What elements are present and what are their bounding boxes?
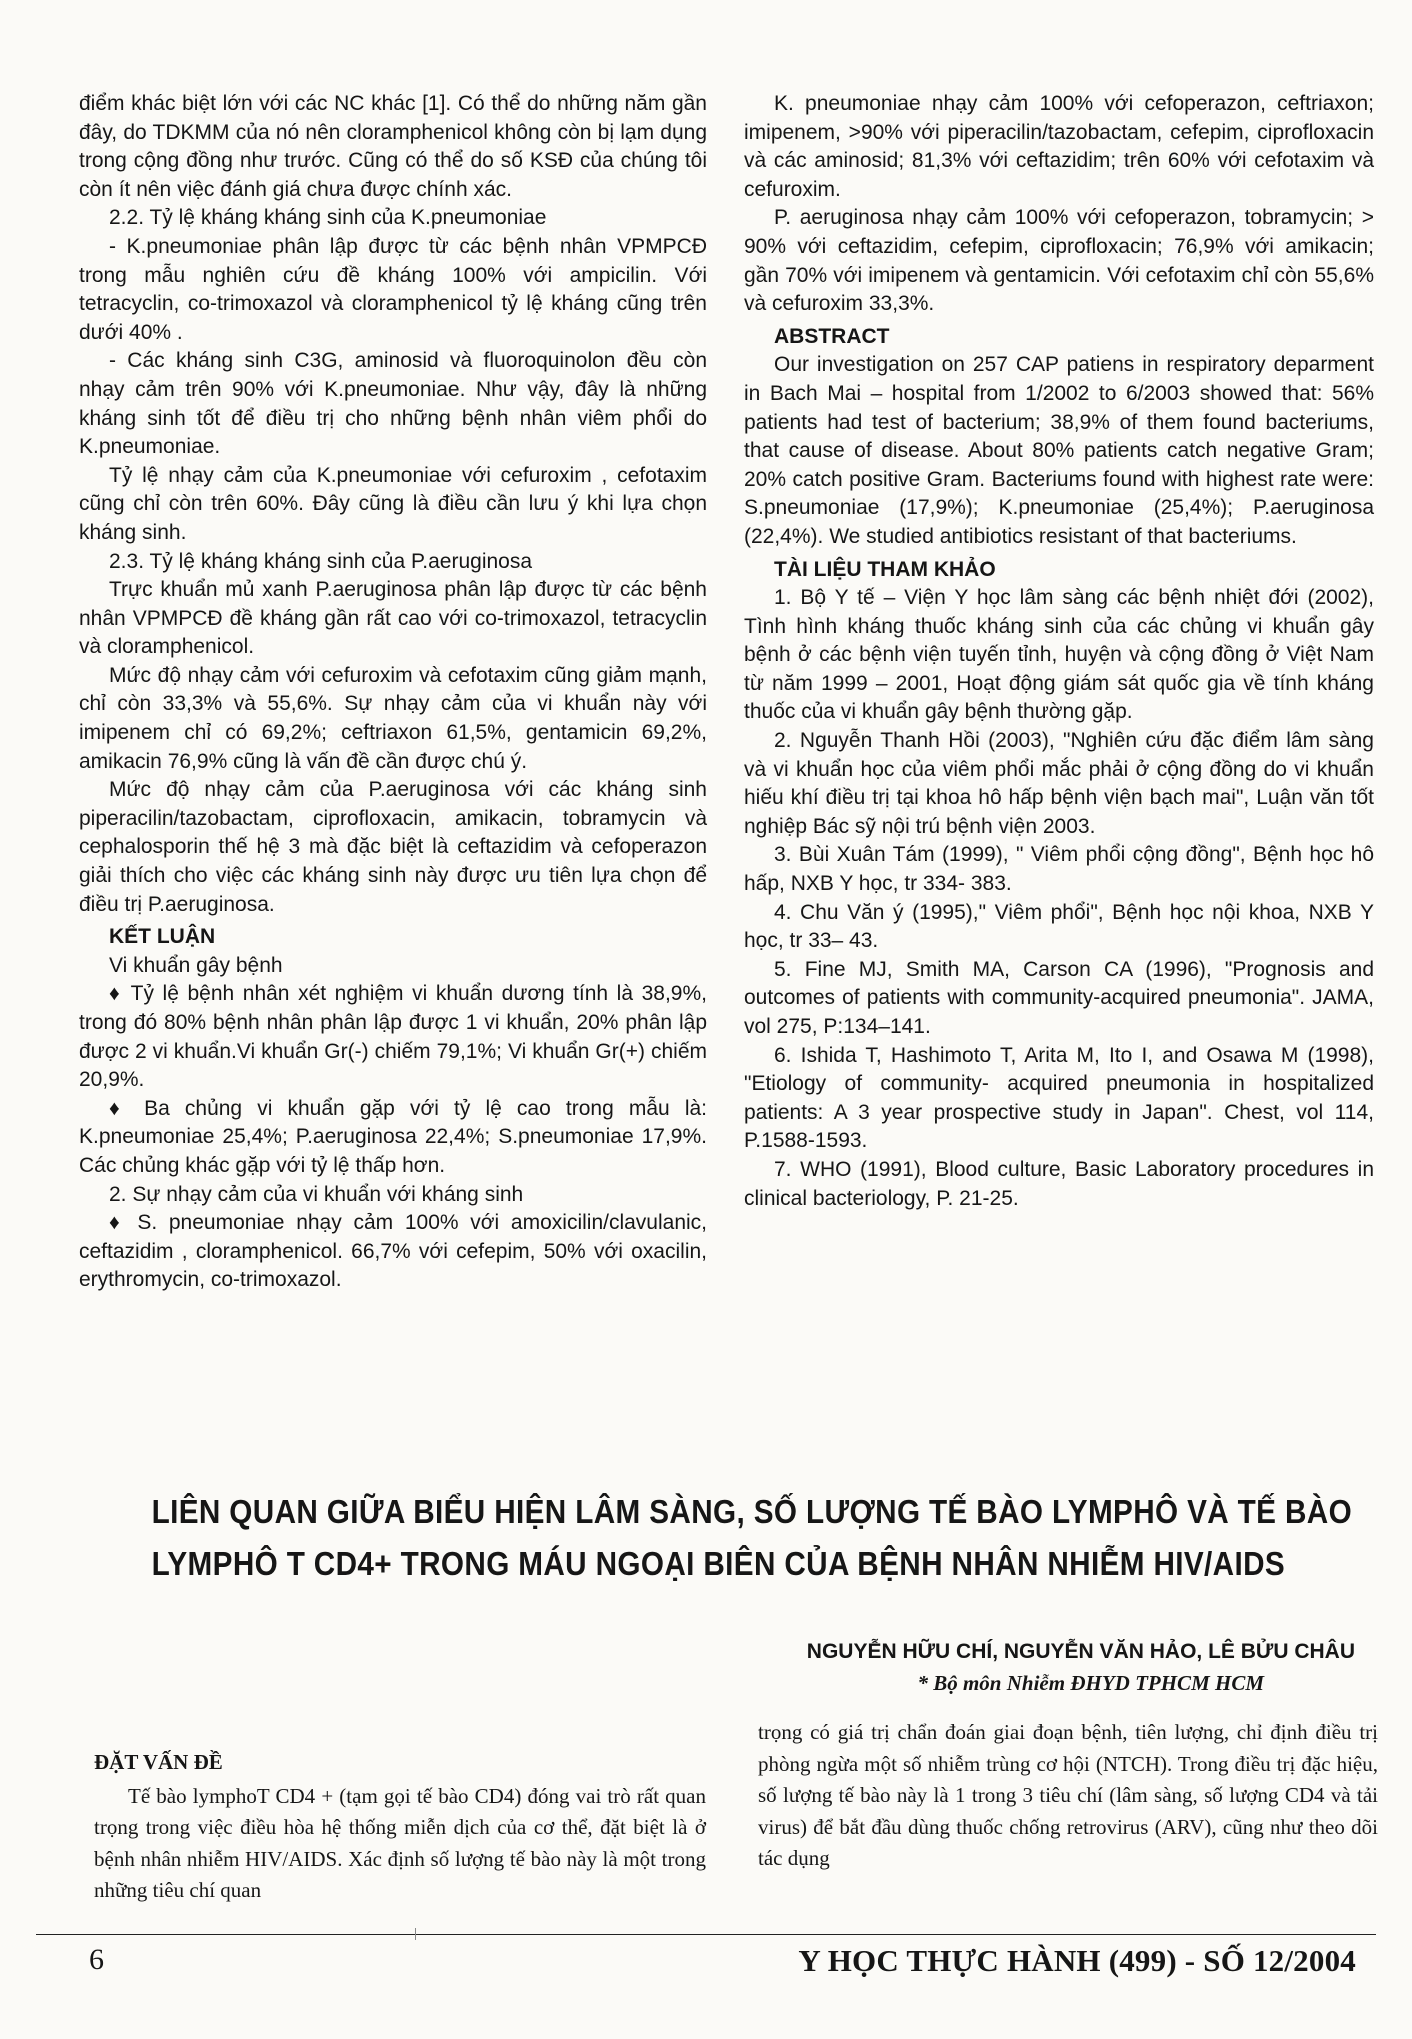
paragraph: Our investigation on 257 CAP patiens in respiratory deparment in Bach Mai – hospital from 1/2002 to 6/2003 showed that: 56% patients had test of bacterium; 38,9% of them found bacteriums, that cause of disease. About 80% patients catch negative Gram; 20% catch positive Gram. Bacteriums found with highest rate were: S.pneumoniae (17,9%); K.pneumoniae (25,4%); P.aeruginosa (22,4%). We studied antibiotics resistant of that bacteriums. [744,353,1374,548]
paragraph: 5. Fine MJ, Smith MA, Carson CA (1996), "Prognosis and outcomes of patients with community-acquired pneumonia". JAMA, vol 275, P:134–141. [744,957,1374,1038]
article-paragraph: Tế bào lymphoT CD4 + (tạm gọi tế bào CD4) đóng vai trò rất quan trọng trong việc điều hòa hệ thống miễn dịch của cơ thể, đặt biệt là ở bệnh nhân nhiễm HIV/AIDS. Xác định số lượng tế bào này là một trong những tiêu chí quan [94,1783,706,1902]
article-left-column [94,1747,706,1907]
page-number: 6 [89,1943,104,1976]
paragraph: Mức độ nhạy cảm của P.aeruginosa với các kháng sinh piperacilin/tazobactam, ciprofloxacin, amikacin, tobramycin và cephalosporin thế hệ 3 mà đặc biệt là ceftazidim và cefoperazon giải thích cho việc các kháng sinh này được ưu tiên lựa chọn để điều trị P.aeruginosa. [79,778,707,916]
article-title-line-1: LIÊN QUAN GIỮA BIỂU HIỆN LÂM SÀNG, SỐ LƯỢNG TẾ BÀO LYMPHÔ VÀ TẾ BÀO [151,1493,1353,1530]
article-right-column [758,1717,1378,1875]
paragraph: Vi khuẩn gây bệnh [109,953,283,977]
paragraph: K. pneumoniae nhạy cảm 100% với cefoperazon, ceftriaxon; imipenem, >90% với piperacilin/tazobactam, cefepim, ciprofloxacin và các aminosid; 81,3% với ceftazidim; trên 60% với cefotaxim và cefuroxim. [744,92,1374,201]
paragraph: - Các kháng sinh C3G, aminosid và fluoroquinolon đều còn nhạy cảm trên 90% với K.pneumoniae. Như vậy, đây là những kháng sinh tốt để điều trị cho những bệnh nhân viêm phổi do K.pneumoniae. [79,349,707,459]
paragraph: 4. Chu Văn ý (1995)," Viêm phổi", Bệnh học nội khoa, NXB Y học, tr 33– 43. [744,900,1374,953]
paragraph: 7. WHO (1991), Blood culture, Basic Laboratory procedures in clinical bacteriology, P. 21-25. [744,1157,1374,1210]
article-authors: NGUYỄN HỮU CHÍ, NGUYỄN VĂN HẢO, LÊ BỬU CHÂU [806,1640,1355,1663]
paragraph: Trực khuẩn mủ xanh P.aeruginosa phân lập được từ các bệnh nhân VPMPCĐ đề kháng gần rất cao với co-trimoxazol, tetracyclin và cloramphenicol. [79,578,707,659]
paragraph: 2.3. Tỷ lệ kháng kháng sinh của P.aeruginosa [109,549,533,573]
article-affiliation: * Bộ môn Nhiễm ĐHYD TPHCM HCM [917,1671,1264,1695]
section-heading: ĐẶT VẤN ĐỀ [94,1750,223,1774]
paragraph: ♦ Ba chủng vi khuẩn gặp với tỷ lệ cao trong mẫu là: K.pneumoniae 25,4%; P.aeruginosa 22,4%; S.pneumoniae 17,9%. Các chủng khác gặp với tỷ lệ thấp hơn. [79,1096,707,1177]
footer-divider [36,1934,1376,1935]
section-heading: ABSTRACT [774,324,890,348]
paragraph: 2.2. Tỷ lệ kháng kháng sinh của K.pneumoniae [109,206,547,230]
paragraph: Tỷ lệ nhạy cảm của K.pneumoniae với cefuroxim , cefotaxim cũng chỉ còn trên 60%. Đây cũng là điều cần lưu ý khi lựa chọn kháng sinh. [79,463,707,544]
left-column-top [79,90,707,1295]
article-title [151,1486,1353,1590]
paragraph: 2. Nguyễn Thanh Hồi (2003), "Nghiên cứu đặc điểm lâm sàng và vi khuẩn học của viêm phổi mắc phải ở cộng đồng do vi khuẩn hiếu khí điều trị tại khoa hô hấp bệnh viện bạch mai", Luận văn tốt nghiệp Bác sỹ nội trú bệnh viện 2003. [744,729,1374,838]
paragraph: ♦ Tỷ lệ bệnh nhân xét nghiệm vi khuẩn dương tính là 38,9%, trong đó 80% bệnh nhân phân lập được 1 vi khuẩn, 20% phân lập được 2 vi khuẩn.Vi khuẩn Gr(-) chiếm 79,1%; Vi khuẩn Gr(+) chiếm 20,9%. [79,982,707,1092]
paragraph: 6. Ishida T, Hashimoto T, Arita M, Ito I, and Osawa M (1998), "Etiology of community- acquired pneumonia in hospitalized patients: A 3 year prospective study in Japan". Chest, vol 114, P.1588-1593. [744,1043,1374,1153]
paragraph: 3. Bùi Xuân Tám (1999), " Viêm phổi cộng đồng", Bệnh học hô hấp, NXB Y học, tr 334- 383. [744,843,1374,896]
section-heading: KẾT LUẬN [109,925,216,949]
journal-footer: Y HỌC THỰC HÀNH (499) - SỐ 12/2004 [798,1943,1356,1978]
paragraph: - K.pneumoniae phân lập được từ các bệnh nhân VPMPCĐ trong mẫu nghiên cứu đề kháng 100% với ampicilin. Với tetracyclin, co-trimoxazol và cloramphenicol tỷ lệ kháng cũng trên dưới 40% . [79,234,707,344]
paragraph: ♦ S. pneumoniae nhạy cảm 100% với amoxicilin/clavulanic, ceftazidim , cloramphenicol. 66,7% với cefepim, 50% với oxacilin, erythromycin, co-trimoxazol. [79,1211,707,1292]
paragraph: Mức độ nhạy cảm với cefuroxim và cefotaxim cũng giảm mạnh, chỉ còn 33,3% và 55,6%. Sự nhạy cảm của vi khuẩn này với imipenem chỉ có 69,2%; ceftriaxon 61,5%, gentamicin 69,2%, amikacin 76,9% cũng là vấn đề cần được chú ý. [79,663,707,773]
paragraph: 2. Sự nhạy cảm của vi khuẩn với kháng sinh [109,1182,524,1206]
paragraph: 1. Bộ Y tế – Viện Y học lâm sàng các bệnh nhiệt đới (2002), Tình hình kháng thuốc kháng sinh của các chủng vi khuẩn gây bệnh ở các bệnh viện tuyến tỉnh, huyện và cộng đồng ở Việt Nam từ năm 1999 – 2001, Hoạt động giám sát quốc gia về tính kháng thuốc của vi khuẩn gây bệnh thường gặp. [744,586,1374,724]
right-column-top [744,90,1374,1213]
section-heading: TÀI LIỆU THAM KHẢO [774,557,996,581]
article-title-line-2: LYMPHÔ T CD4+ TRONG MÁU NGOẠI BIÊN CỦA BỆNH NHÂN NHIỄM HIV/AIDS [151,1545,1286,1582]
article-paragraph-continued: trọng có giá trị chẩn đoán giai đoạn bệnh, tiên lượng, chỉ định điều trị phòng ngừa một số nhiễm trùng cơ hội (NTCH). Trong điều trị đặc hiệu, số lượng tế bào này là 1 trong 3 tiêu chí (lâm sàng, số lượng CD4 và tải virus) để bắt đầu dùng thuốc chống retrovirus (ARV), cũng như theo dõi tác dụng [758,1720,1378,1870]
paragraph: điểm khác biệt lớn với các NC khác [1]. Có thể do những năm gần đây, do TDKMM của nó nên cloramphenicol không còn bị lạm dụng trong cộng đồng như trước. Cũng có thể do số KSĐ của chúng tôi còn ít nên việc đánh giá chưa được chính xác. [79,92,707,201]
footer-tick-mark [415,1928,416,1940]
paragraph: P. aeruginosa nhạy cảm 100% với cefoperazon, tobramycin; > 90% với ceftazidim, cefepim, ciprofloxacin; 76,9% với amikacin; gần 70% với imipenem và gentamicin. Với cefotaxim chỉ còn 55,6% và cefuroxim 33,3%. [744,206,1374,316]
